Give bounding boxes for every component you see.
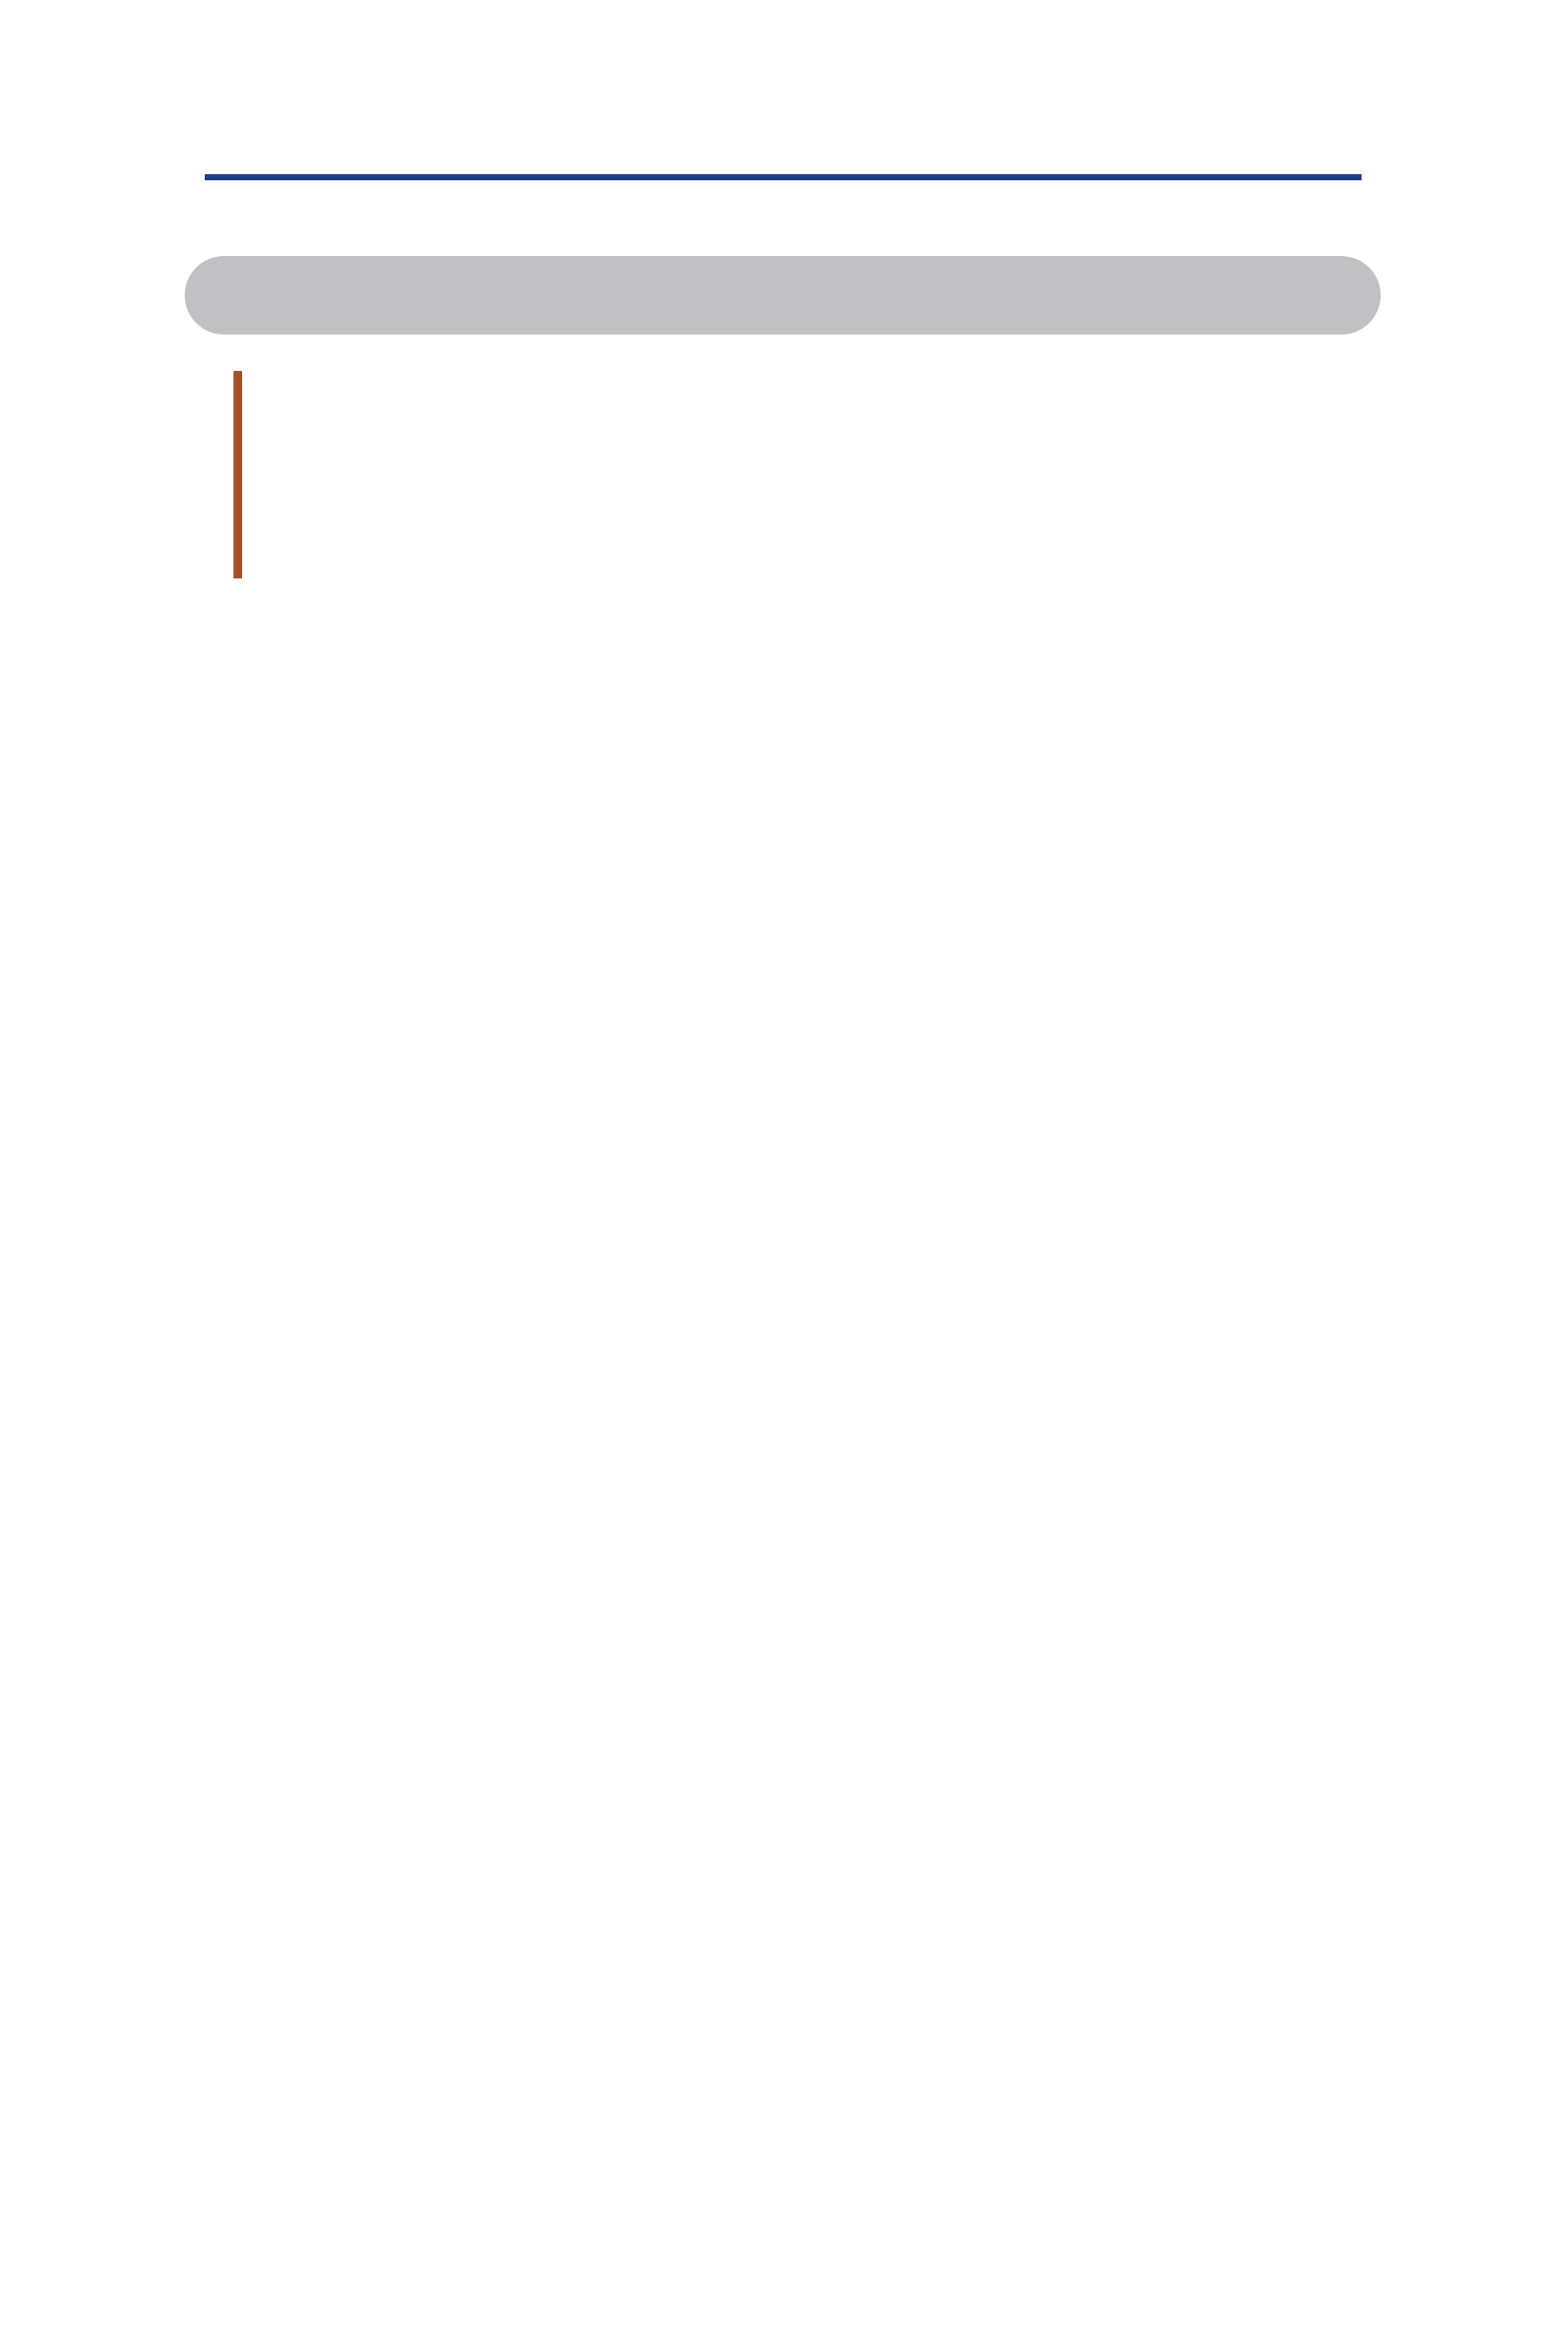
quote-accent-bar bbox=[233, 371, 242, 578]
header-divider-rule bbox=[205, 174, 1362, 180]
text-column bbox=[206, 230, 1362, 382]
sutra-quote-box bbox=[185, 256, 1381, 335]
